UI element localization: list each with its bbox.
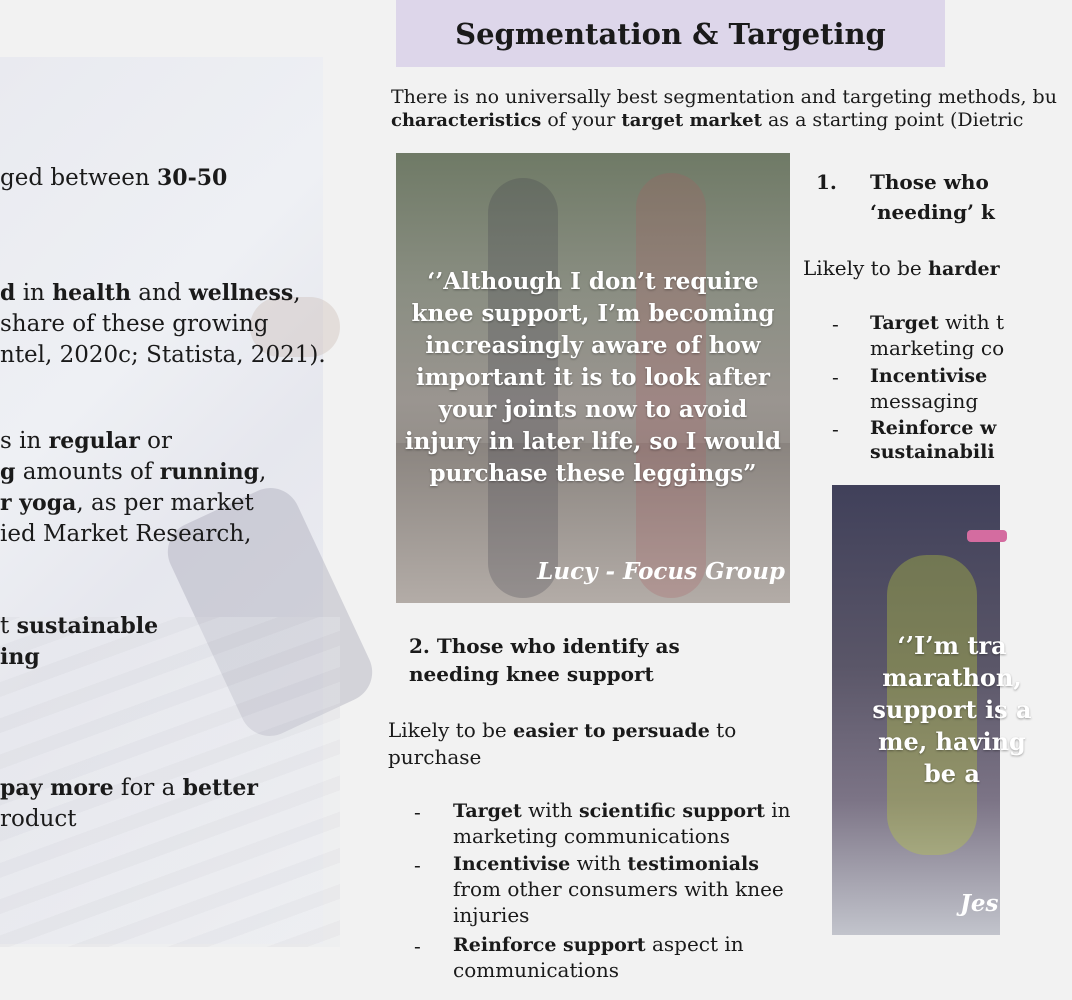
bullet-dash: - bbox=[832, 312, 839, 336]
bold-text: health bbox=[52, 280, 131, 306]
segment2-bullet-continuation: injuries bbox=[453, 903, 530, 927]
text-run: , bbox=[259, 459, 267, 485]
left-background-image-panel bbox=[0, 57, 326, 944]
jess-caption: Jes bbox=[960, 890, 999, 917]
lucy-quote bbox=[396, 266, 790, 490]
lucy-quote-line: injury in later life, so I would bbox=[404, 428, 782, 455]
runner-headband bbox=[967, 530, 1007, 542]
segment1-bullet-line2: sustainabili bbox=[870, 441, 995, 463]
bold-text: running bbox=[159, 459, 260, 485]
bold-text: pay more bbox=[0, 775, 114, 801]
title-bar bbox=[396, 0, 945, 67]
segment1-bullet-line1 bbox=[870, 310, 1004, 334]
text-run: amounts of bbox=[15, 459, 160, 485]
segment1-bullet-line2: messaging bbox=[870, 389, 979, 413]
segment2-bullet-continuation: from other consumers with knee bbox=[453, 877, 784, 901]
text-run: aspect in bbox=[645, 932, 744, 956]
segment1-bullet-line2: marketing co bbox=[870, 336, 1005, 360]
segment1-heading-line1: Those who bbox=[870, 170, 989, 194]
bold-text: target market bbox=[621, 110, 762, 131]
text-run: Likely to be bbox=[388, 718, 514, 742]
bold-text: ing bbox=[0, 644, 40, 670]
text-run: Likely to be bbox=[803, 256, 929, 280]
text-run: with t bbox=[938, 310, 1004, 334]
jess-quote-line: me, having bbox=[878, 727, 1026, 756]
jess-quote-line: ‘’I’m tra bbox=[897, 631, 1007, 660]
bold-text: d bbox=[0, 280, 16, 306]
text-run: , bbox=[293, 280, 301, 306]
text-run: ied Market Research, bbox=[0, 521, 252, 547]
bold-text: r yoga bbox=[0, 490, 77, 516]
text-run: roduct bbox=[0, 806, 77, 832]
text-run: in bbox=[764, 798, 791, 822]
jess-photo bbox=[832, 485, 1032, 935]
bold-text: Incentivise bbox=[453, 853, 571, 875]
bold-text: Incentivise bbox=[870, 365, 988, 387]
jess-quote-line: support is a bbox=[872, 695, 1032, 724]
text-run: in bbox=[15, 280, 53, 306]
bold-text: Reinforce w bbox=[870, 417, 997, 439]
text-run: ged between bbox=[0, 165, 157, 191]
text-run: , as per market bbox=[76, 490, 254, 516]
left-panel-line bbox=[0, 278, 301, 309]
left-panel-line bbox=[0, 773, 258, 804]
bold-text: sustainable bbox=[16, 613, 159, 639]
intro-line-2 bbox=[391, 109, 1023, 131]
segment2-heading-line1: 2. Those who identify as bbox=[409, 634, 680, 658]
bold-text: 30-50 bbox=[156, 165, 228, 191]
segment2-bullet-line1 bbox=[453, 932, 744, 956]
left-panel-line bbox=[0, 804, 77, 835]
bullet-dash: - bbox=[414, 800, 421, 824]
text-run: or bbox=[139, 428, 172, 454]
left-panel-line bbox=[0, 519, 251, 550]
bold-text: harder bbox=[928, 258, 1000, 280]
segment2-likely-line2: purchase bbox=[388, 745, 482, 769]
segment1-likely bbox=[803, 256, 1000, 280]
bold-text: characteristics bbox=[391, 110, 542, 131]
jess-quote-line: be a bbox=[924, 759, 980, 788]
left-panel-line bbox=[0, 642, 40, 673]
bold-text: Target bbox=[453, 800, 522, 822]
bold-text: wellness bbox=[188, 280, 294, 306]
bullet-dash: - bbox=[832, 417, 839, 441]
bold-text: testimonials bbox=[627, 853, 759, 875]
left-panel-line bbox=[0, 309, 268, 340]
intro-line-1: There is no universally best segmentation and targeting methods, bu bbox=[391, 86, 1057, 108]
lucy-photo bbox=[396, 153, 790, 603]
left-panel-line bbox=[0, 163, 227, 194]
text-run: ntel, 2020c; Statista, 2021). bbox=[0, 342, 326, 368]
text-run: and bbox=[130, 280, 189, 306]
text-run: with bbox=[570, 851, 628, 875]
bold-text: Reinforce support bbox=[453, 934, 646, 956]
segment1-bullet-line1 bbox=[870, 415, 996, 439]
text-run: as a starting point (Dietric bbox=[761, 109, 1024, 131]
bullet-dash: - bbox=[414, 853, 421, 877]
bullet-dash: - bbox=[414, 934, 421, 958]
text-run: t bbox=[0, 613, 17, 639]
lucy-quote-line: ‘’Although I don’t require bbox=[427, 268, 759, 295]
bullet-dash: - bbox=[832, 365, 839, 389]
segment2-bullet-continuation: communications bbox=[453, 958, 620, 982]
left-panel-line bbox=[0, 488, 254, 519]
segment2-heading-line2: needing knee support bbox=[409, 662, 654, 686]
left-panel-line bbox=[0, 426, 172, 457]
bold-text: better bbox=[182, 775, 258, 801]
segment2-bullet-line1 bbox=[453, 798, 791, 822]
segment2-likely-line1 bbox=[388, 718, 736, 742]
bold-text: regular bbox=[48, 428, 140, 454]
text-run: for a bbox=[113, 775, 183, 801]
text-run: with bbox=[521, 798, 579, 822]
lucy-quote-line: important it is to look after bbox=[415, 364, 771, 391]
bold-text: Target bbox=[870, 312, 939, 334]
text-run: of your bbox=[541, 109, 622, 131]
segment2-bullet-line1 bbox=[453, 851, 759, 875]
lucy-quote-line: knee support, I’m becoming bbox=[411, 300, 775, 327]
lucy-quote-line: your joints now to avoid bbox=[438, 396, 748, 423]
bold-text: scientific support bbox=[578, 800, 765, 822]
jess-quote bbox=[832, 630, 1072, 790]
text-run: s in bbox=[0, 428, 49, 454]
text-run: share of these growing bbox=[0, 311, 269, 337]
segment1-heading-line2: ‘needing’ k bbox=[870, 200, 995, 224]
lucy-quote-line: purchase these leggings” bbox=[429, 460, 757, 487]
segment2-bullet-continuation: marketing communications bbox=[453, 824, 730, 848]
bold-text: easier to persuade bbox=[513, 720, 710, 742]
bold-text: g bbox=[0, 459, 16, 485]
jess-quote-line: marathon, bbox=[882, 663, 1022, 692]
segment1-number: 1. bbox=[816, 170, 837, 194]
segment1-bullet-line1 bbox=[870, 363, 987, 387]
left-panel-line bbox=[0, 340, 326, 371]
left-panel-line bbox=[0, 611, 158, 642]
lucy-caption: Lucy - Focus Group bbox=[537, 558, 785, 585]
page-title: Segmentation & Targeting bbox=[455, 16, 886, 51]
text-run: to bbox=[709, 718, 737, 742]
lucy-quote-line: increasingly aware of how bbox=[425, 332, 761, 359]
left-panel-line bbox=[0, 457, 266, 488]
